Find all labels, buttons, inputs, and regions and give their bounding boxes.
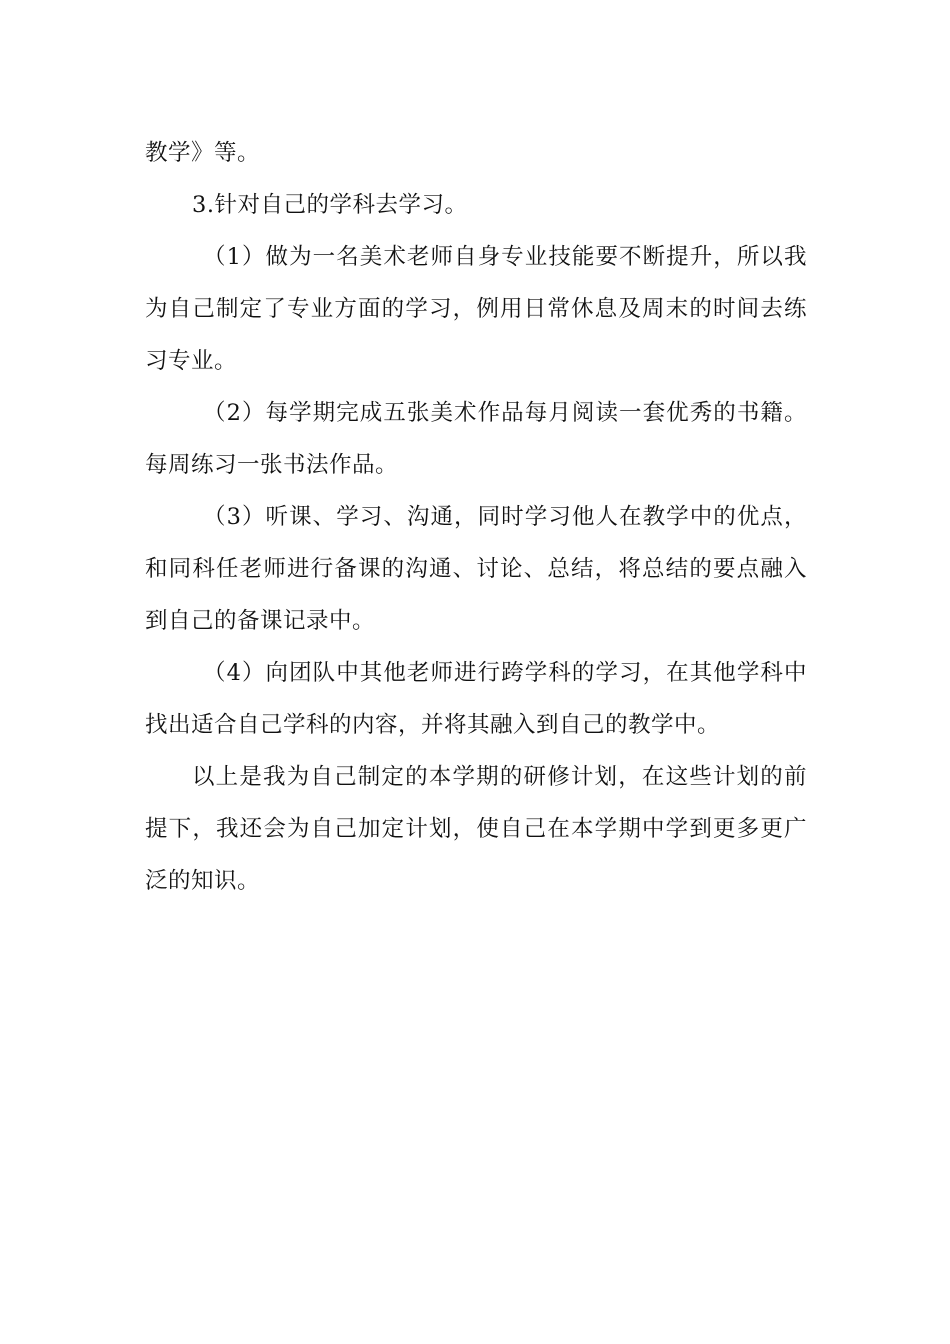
document-body — [145, 127, 807, 907]
paragraph-conclusion: 以上是我为自己制定的本学期的研修计划，在这些计划的前提下，我还会为自己加定计划，使自己在本学期中学到更多更广泛的知识。 — [145, 764, 807, 894]
paragraph-item-2: （2）每学期完成五张美术作品每月阅读一套优秀的书籍。每周练习一张书法作品。 — [145, 400, 807, 478]
paragraph-item-4: （4）向团队中其他老师进行跨学科的学习，在其他学科中找出适合自己学科的内容，并将其融入到自己的教学中。 — [145, 660, 807, 738]
paragraph-item-1: （1）做为一名美术老师自身专业技能要不断提升，所以我为自己制定了专业方面的学习，例用日常休息及周末的时间去练习专业。 — [145, 244, 807, 374]
paragraph-item-3: （3）听课、学习、沟通，同时学习他人在教学中的优点，和同科任老师进行备课的沟通、讨论、总结，将总结的要点融入到自己的备课记录中。 — [145, 504, 807, 634]
paragraph-continuation: 教学》等。 — [145, 140, 261, 166]
paragraph-section-3-heading: 3.针对自己的学科去学习。 — [192, 192, 468, 218]
